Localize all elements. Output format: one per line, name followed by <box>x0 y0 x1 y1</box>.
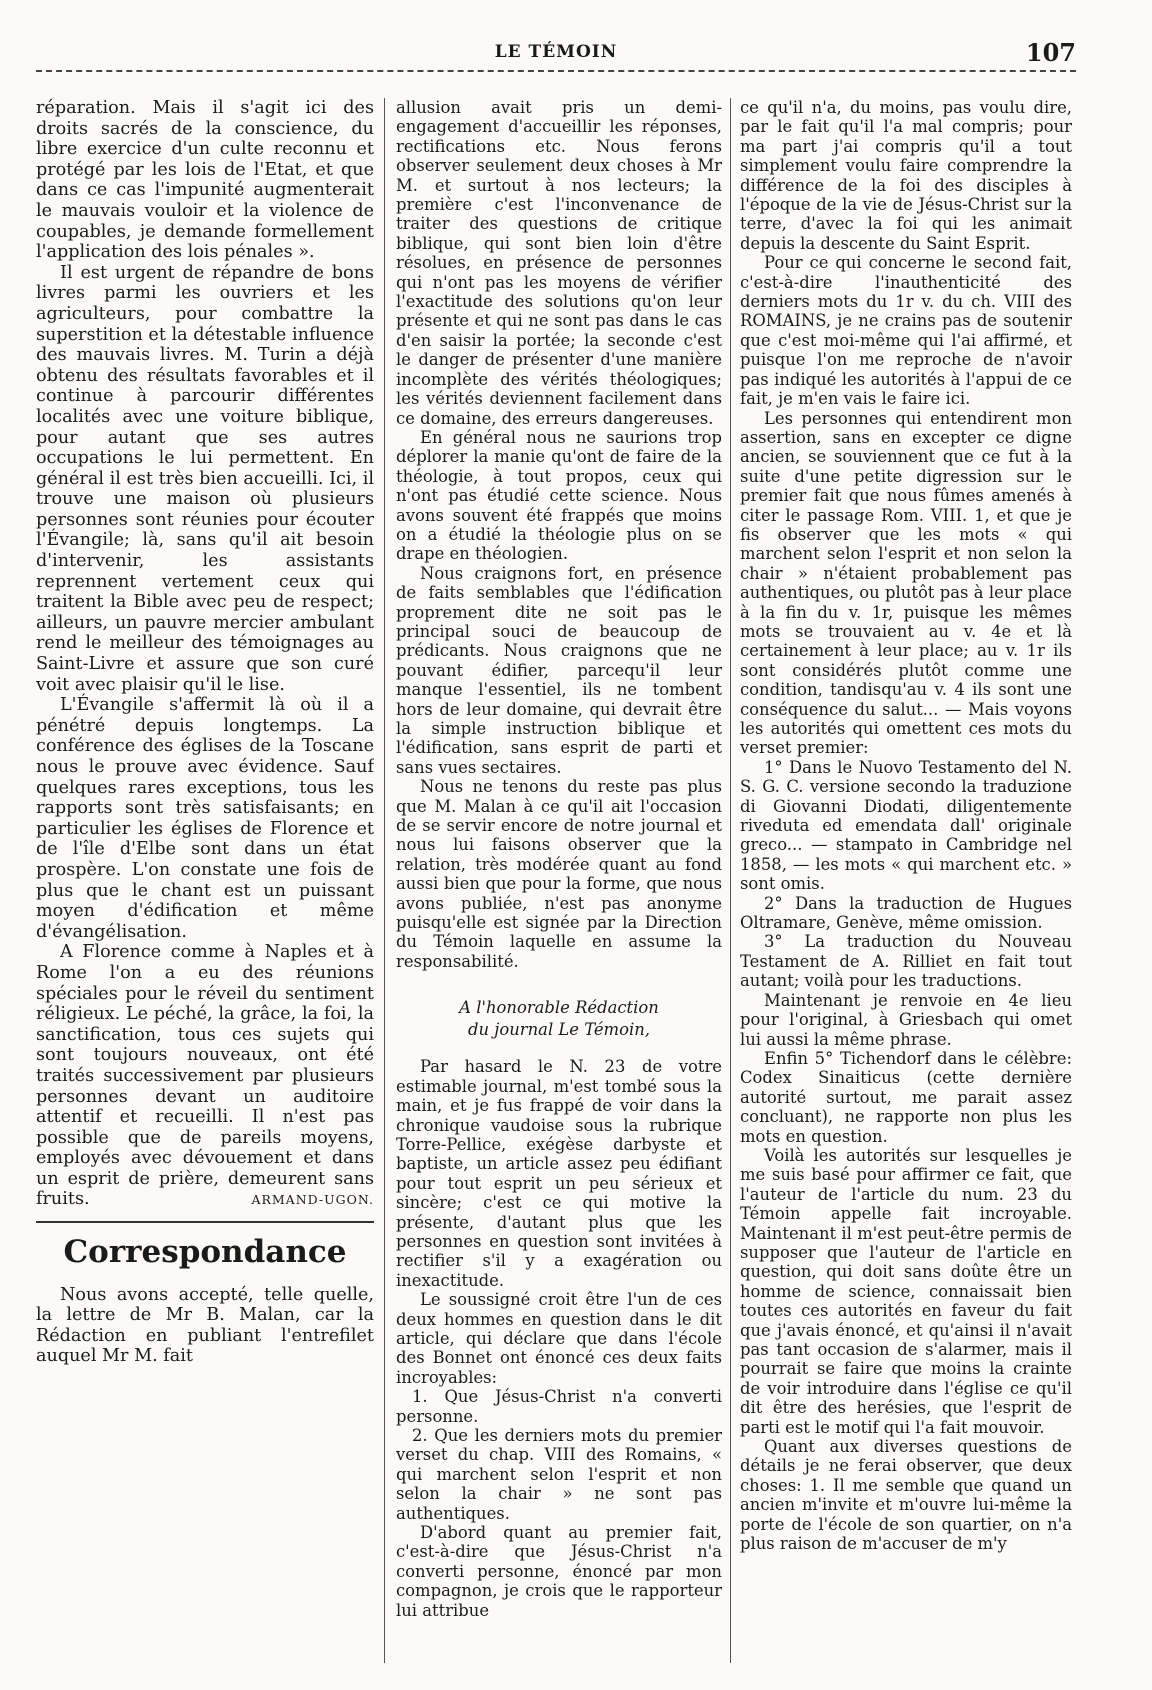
paragraph: 2° Dans la traduction de Hugues Oltramare, Genève, même omission. <box>740 893 1072 933</box>
page-number: 107 <box>1025 38 1076 67</box>
list-item: 2. Que les derniers mots du premier verset du chap. VIII des Romains, « qui marchent selon l'esprit et non selon la chair » ne sont pas authentiques. <box>396 1426 722 1523</box>
paragraph: Nous craignons fort, en présence de faits semblables que l'édification proprement dite ne soit pas le principal souci de beaucoup de prédicants. Nous craignons que ne pouvant édifier, parcequ'il leur manque l'essentiel, ils ne tombent hors de leur domaine, qui devrait être la simple instruction biblique et l'édification, sans esprit de parti et sans vues sectaires. <box>396 563 722 777</box>
header-rule <box>36 70 1076 72</box>
paragraph: Le soussigné croit être l'un de ces deux hommes en question dans le dit article, qui déclare que dans l'école des Bonnet ont énoncé ces deux faits incroyables: <box>396 1290 722 1387</box>
paragraph: Nous ne tenons du reste pas plus que M. Malan à ce qu'il ait l'occasion de se servir encore de notre journal et nous lui faisons observer que la relation, très modérée quant au fond aussi bien que pour la forme, que nous avons publiée, n'est pas anonyme puisqu'elle est signée par la Direction du Témoin laquelle en assume la responsabilité. <box>396 777 722 971</box>
page-header <box>36 38 1076 78</box>
paragraph: Quant aux diverses questions de détails je ne ferai observer, que deux choses: 1. Il me semble que quand un ancien m'invite et m'ouvre lui-même la porte de l'école de son quartier, on n'a plus raison de m'accuser de m'y <box>740 1437 1072 1554</box>
paragraph: En général nous ne saurions trop déplorer la manie qu'ont de faire de la théologie, à tout propos, ceux qui n'ont pas étudié cette science. Nous avons souvent été frappés que moins on a étudié la théologie plus on se drape en théologien. <box>396 427 722 564</box>
paragraph: Maintenant je renvoie en 4e lieu pour l'original, à Griesbach qui omet lui aussi la même phrase. <box>740 990 1072 1049</box>
paragraph: Par hasard le N. 23 de votre estimable journal, m'est tombé sous la main, et je fus frappé de voir dans la chronique vaudoise sous la rubrique Torre-Pellice, exégèse darbyste et baptiste, un article assez peu édifiant pour tout esprit un peu sérieux et sincère; c'est ce qui motive la présente, d'autant plus que les personnes en question sont invitées à rectifier s'il y a exagération ou inexactitude. <box>396 1057 722 1290</box>
paragraph: Enfin 5° Tichendorf dans le célèbre: Codex Sinaiticus (cette dernière autorité surtout, me parait assez concluant), ne rapporte non plus les mots en question. <box>740 1048 1072 1146</box>
letter-salutation <box>396 997 722 1041</box>
list-item: 1. Que Jésus-Christ n'a converti personne. <box>396 1387 722 1426</box>
paragraph: L'Évangile s'affermit là où il a pénétré depuis longtemps. La conférence des églises de la Toscane nous le prouve avec évidence. Sauf quelques rares exceptions, tous les rapports sont très satisfaisants; en particulier les églises de Florence et de l'île d'Elbe sont dans un état prospère. L'on constate une fois de plus que le chant est un puissant moyen d'édification et même d'évangélisation. <box>36 695 374 942</box>
section-title: Correspondance <box>63 1233 347 1270</box>
paragraph: Nous avons accepté, telle quelle, la lettre de Mr B. Malan, car la Rédaction en publiant l'entrefilet auquel Mr M. fait <box>36 1284 374 1367</box>
column-1 <box>36 98 374 1678</box>
salutation-line: A l'honorable Rédaction <box>459 998 659 1018</box>
paragraph: réparation. Mais il s'agit ici des droits sacrés de la conscience, du libre exercice d'un culte reconnu et protégé par les lois de l'Etat, et que dans ce cas l'impunité augmenterait le mauvais vouloir et la violence de coupables, je demande formellement l'application des lois pénales ». <box>36 98 374 263</box>
paragraph: Les personnes qui entendirent mon assertion, sans en excepter ce digne ancien, se souviennent que ce fut à la suite d'une petite digression sur le premier fait que nous fûmes amenés à citer le passage Rom. VIII. 1, et que je fis observer que les mots « qui marchent selon l'esprit et non selon la chair » n'étaient probablement pas authentiques, ou plutôt pas à leur place à la fin du v. 1r, puisque les mêmes mots se trouvaient au v. 4e et là certainement à leur place; au v. 1r ils sont considérés plutôt comme une condition, tandisqu'au v. 4 ils sont une conséquence du salut... — Mais voyons les autorités qui omettent ces mots du verset premier: <box>740 408 1072 758</box>
paragraph: A Florence comme à Naples et à Rome l'on a eu des réunions spéciales pour le réveil du sentiment réligieux. Le péché, la grâce, la foi, la sanctification, tous ces sujets qui sont toujours nouveaux, ont été traités successivement par plusieurs personnes devant un auditoire attentif et recueilli. Il n'est pas possible que de pareils moyens, employés avec dévouement et dans un esprit de prière, demeurent sans fruits. <box>36 942 374 1210</box>
running-title: LE TÉMOIN <box>494 42 618 62</box>
section-divider <box>36 1221 374 1223</box>
author-signature: ARMAND-UGON. <box>251 1192 374 1208</box>
column-3 <box>740 98 1072 1678</box>
paragraph: allusion avait pris un demi-engagement d'accueillir les réponses, rectifications etc. Nous ferons observer seulement deux choses à Mr M. et surtout à nos lecteurs; la première c'est l'inconvenance de traiter des questions de critique biblique, qui sont bien loin d'être résolues, en présence de personnes qui n'ont pas les moyens de vérifier l'exactitude des solutions qu'on leur présente et qui ne sont pas dans le cas d'en saisir la portée; la seconde c'est le danger de présenter d'une manière incomplète des vérités théologiques; les vérités deviennent facilement dans ce domaine, des erreurs dangereuses. <box>396 98 722 428</box>
column-2 <box>396 98 722 1678</box>
paragraph: 1° Dans le Nuovo Testamento del N. S. G. C. versione secondo la traduzione di Giovanni Diodati, diligentemente riveduta ed emendata dall' originale greco... — stampato in Cambridge nel 1858, — les mots « qui marchent etc. » sont omis. <box>740 757 1072 894</box>
paragraph: Il est urgent de répandre de bons livres parmi les ouvriers et les agriculteurs, pour combattre la superstition et la détestable influence des mauvais livres. M. Turin a déjà obtenu des résultats favorables et il continue à parcourir différentes localités avec une voiture biblique, pour autant que ses autres occupations le lui permettent. En général il est très bien accueilli. Ici, il trouve une maison où plusieurs personnes sont réunies pour écouter l'Évangile; là, sans qu'il ait besoin d'intervenir, les assistants reprennent vertement ceux qui traitent la Bible avec peu de respect; ailleurs, un pauvre mercier ambulant rend le meilleur des témoignages au Saint-Livre et assure que son curé voit avec plaisir qu'il le lise. <box>36 262 374 695</box>
paragraph: 3° La traduction du Nouveau Testament de A. Rilliet en fait tout autant; voilà pour les traductions. <box>740 932 1072 991</box>
paragraph: Pour ce qui concerne le second fait, c'est-à-dire l'inauthenticité des derniers mots du 1r v. du ch. VIII des ROMAINS, je ne crains pas de soutenir que c'est moi-même qui l'ai affirmé, et puisque l'on me reproche de n'avoir pas indiqué les autorités à l'appui de ce fait, je m'en vais le faire ici. <box>740 253 1072 409</box>
column-divider <box>384 98 385 1663</box>
salutation-line: du journal Le Témoin, <box>468 1020 650 1040</box>
paragraph: ce qu'il n'a, du moins, pas voulu dire, par le fait qu'il l'a mal compris; pour ma part j'ai compris qu'il a tout simplement voulu faire comprendre la différence de la foi des disciples à l'époque de la vie de Jésus-Christ sur la terre, d'avec la foi qui les animait depuis la descente du Saint Esprit. <box>740 98 1072 253</box>
column-divider <box>730 98 731 1663</box>
paragraph: D'abord quant au premier fait, c'est-à-dire que Jésus-Christ n'a converti personne, énoncé par mon compagnon, je crois que le rapporteur lui attribue <box>396 1523 722 1620</box>
paragraph: Voilà les autorités sur lesquelles je me suis basé pour affirmer ce fait, que l'auteur de l'article du num. 23 du Témoin appelle fait incroyable. Maintenant il m'est peut-être permis de supposer que l'auteur de l'article en question, qui doit sans doûte être un homme de science, connaissait bien toutes ces autorités en faveur du fait que j'avais énoncé, et qu'ainsi il n'avait pas tant occasion de s'alarmer, mais il pourrait se faire que moins la crainte de voir introduire dans l'église ce qu'il dit être des herésies, que l'esprit de parti est le motif qui l'a fait mouvoir. <box>740 1145 1072 1437</box>
